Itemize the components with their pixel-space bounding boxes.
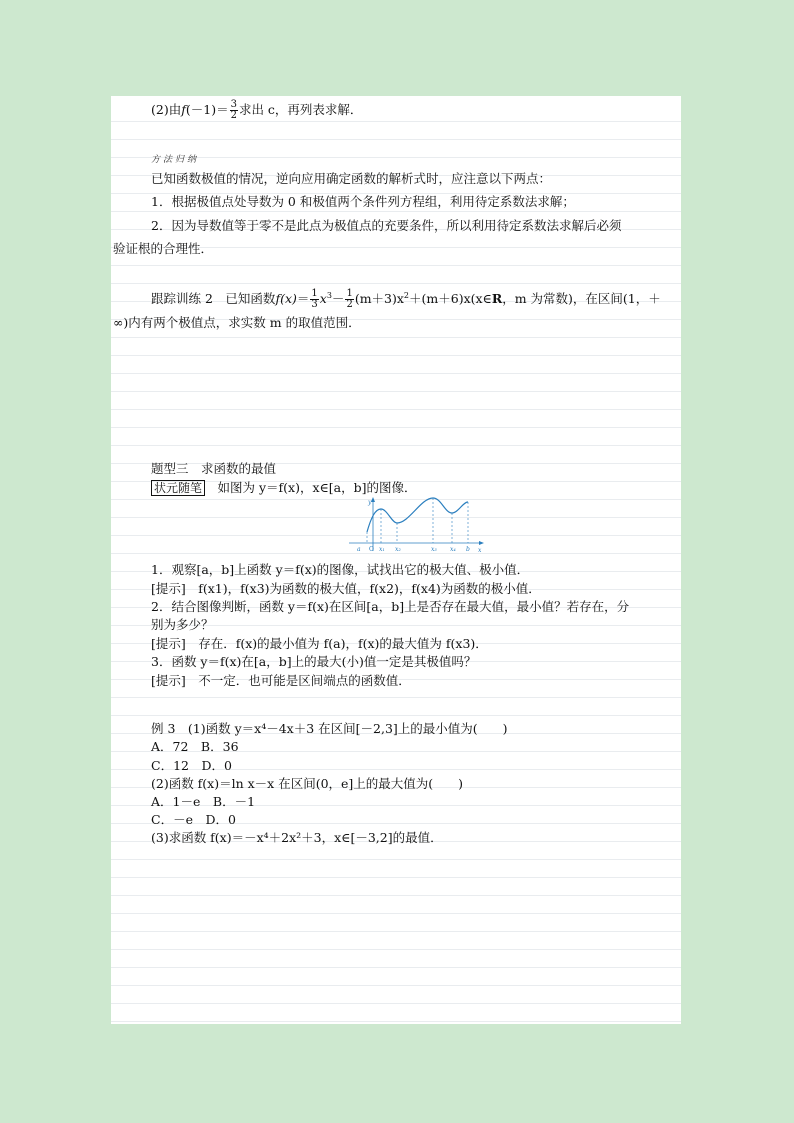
point-2-line-1: 2．因为导数值等于零不是此点为极值点的充要条件，所以利用待定系数法求解后必须: [151, 218, 622, 233]
text: f(x): [275, 291, 297, 306]
text: x: [319, 291, 327, 306]
y-axis-arrow: [371, 497, 375, 502]
denominator: 2: [230, 110, 237, 121]
question-2-line-2: 别为多少？: [151, 617, 214, 632]
solution-step-2: [111, 100, 681, 121]
tracking-exercise-2: 跟踪训练 2 已知函数f(x)＝ $\frac{1}{3}$ $x^3-$ $\frac{1}{2}$ $(m+3)x^2+(m+6)x(x\in R$，m 为常数)，在区间(1，＋: [151, 288, 661, 310]
document-page: [111, 96, 681, 1024]
point-2-line-2: 验证根的合理性．: [113, 241, 214, 256]
example-3-part-1-options-ab: A．72 B．36: [151, 739, 239, 754]
text: (2)由: [151, 102, 182, 117]
example-3-part-2: (2)函数 f(x)＝ln x－x 在区间(0，e]上的最大值为( ): [151, 776, 464, 791]
example-3-part-1-options-cd: C．12 D．0: [151, 758, 232, 773]
label-y: y: [368, 499, 372, 506]
text: f: [181, 102, 186, 117]
tracking-exercise-2-line-2: ∞)内有两个极值点，求实数 m 的取值范围．: [113, 315, 361, 330]
example-3-part-2-options-cd: C．－e D．0: [151, 812, 236, 827]
example-3-part-1: 例 3 (1)函数 y＝x⁴－4x＋3 在区间[－2,3]上的最小值为( ): [151, 721, 508, 736]
x-axis-arrow: [479, 541, 484, 545]
text: ＝: [296, 291, 310, 306]
text: －: [331, 291, 345, 306]
fraction: [310, 289, 318, 310]
label-x: x: [478, 547, 482, 554]
method-summary-heading: [111, 150, 681, 168]
example-3-part-3: (3)求函数 f(x)＝－x⁴＋2x²＋3，x∈[－3,2]的最值．: [151, 830, 443, 845]
label-a: a: [357, 546, 361, 553]
dashed-guides: [367, 498, 468, 543]
curve: [367, 498, 468, 532]
zhuangyuan-note: [111, 480, 681, 496]
text: 跟踪训练 2 已知函数: [151, 291, 276, 306]
text: R: [491, 291, 503, 306]
question-1: 1．观察[a，b]上函数 y＝f(x)的图像，试找出它的极大值、极小值．: [151, 562, 530, 577]
numerator: 3: [230, 99, 237, 110]
hint-2: [提示] 存在．f(x)的最小值为 f(a)，f(x)的最大值为 f(x3)．: [151, 636, 488, 651]
text: ，m 为常数)，在区间(1，＋: [502, 291, 661, 306]
label-x2: x₂: [395, 546, 401, 553]
text: (－1)＝: [185, 102, 229, 117]
hint-1: [提示] f(x1)，f(x3)为函数的极大值，f(x2)，f(x4)为函数的极小值．: [151, 581, 541, 596]
fraction: [230, 100, 238, 121]
text: 如图为 y＝f(x)，x∈[a，b]的图像．: [205, 480, 417, 495]
section-title-type-3: 题型三 求函数的最值: [151, 461, 277, 476]
label-origin: O: [369, 546, 374, 553]
zhuangyuan-label: 状元随笔: [151, 480, 205, 496]
numerator: 1: [311, 288, 318, 299]
denominator: 2: [346, 299, 353, 310]
method-summary-label: 方法归纳: [151, 155, 200, 165]
function-graph: [347, 496, 487, 554]
label-x3: x₃: [431, 546, 437, 553]
hint-3: [提示] 不一定．也可能是区间端点的函数值．: [151, 673, 411, 688]
numerator: 1: [346, 288, 353, 299]
label-x1: x₁: [379, 546, 385, 553]
denominator: 3: [311, 299, 318, 310]
fraction: [345, 289, 353, 310]
text: ＋(m＋6)x(x∈: [409, 291, 492, 306]
label-b: b: [466, 546, 470, 553]
text: (m＋3)x: [354, 291, 404, 306]
intro-paragraph: 已知函数极值的情况，逆向应用确定函数的解析式时，应注意以下两点：: [151, 171, 552, 186]
question-3: 3．函数 y＝f(x)在[a，b]上的最大(小)值一定是其极值吗？: [151, 654, 477, 669]
point-1: 1．根据极值点处导数为 0 和极值两个条件列方程组，利用待定系数法求解；: [151, 194, 575, 209]
label-x4: x₄: [450, 546, 456, 553]
question-2-line-1: 2．结合图像判断，函数 y＝f(x)在区间[a，b]上是否存在最大值，最小值？若存在，分: [151, 599, 630, 614]
example-3-part-2-options-ab: A．1－e B．－1: [151, 794, 256, 809]
text: 求出 c，再列表求解．: [238, 102, 363, 117]
